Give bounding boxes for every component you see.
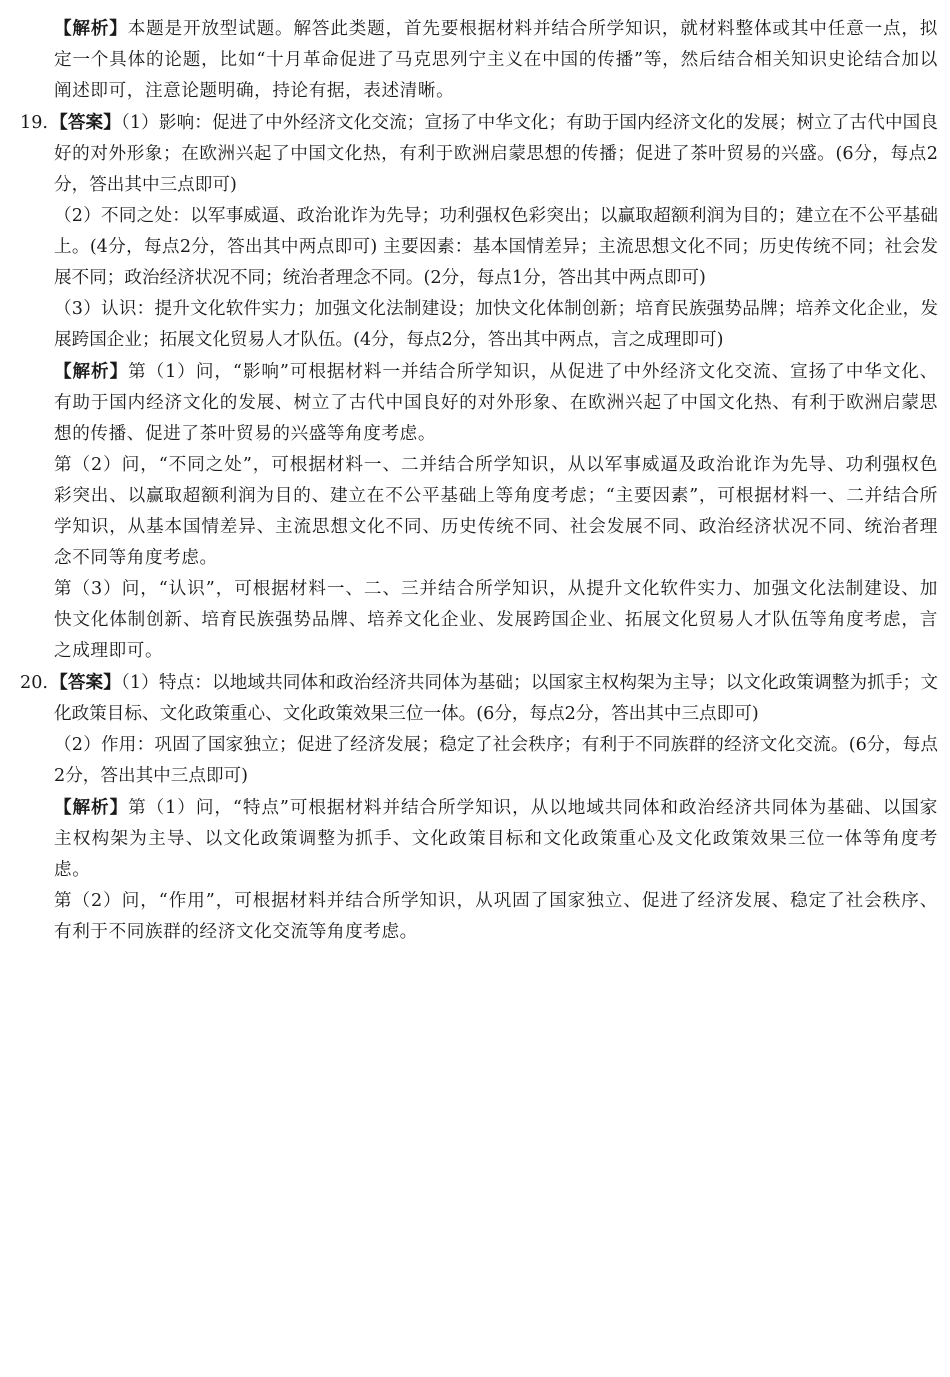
document-content xyxy=(0,18,950,948)
q20-analysis-tag: 【解析】 xyxy=(54,797,129,818)
q19-part1-text: （1）影响：促进了中外经济文化交流；宣扬了中华文化；有助于国内经济文化的发展；树立了古代中国良好的对外形象；在欧洲兴起了中国文化热，有利于欧洲启蒙思想的传播；促进了茶叶贸易的兴盛。(6分，每点2分，答出其中三点即可) xyxy=(54,113,938,195)
q19-analysis-tag: 【解析】 xyxy=(54,361,129,382)
q20-part1-text: （1）特点：以地域共同体和政治经济共同体为基础；以国家主权构架为主导；以文化政策调整为抓手；文化政策目标、文化政策重心、文化政策效果三位一体。(6分，每点2分，答出其中三点即可) xyxy=(54,673,938,724)
q20-analysis-1-text: 第（1）问，“特点”可根据材料并结合所学知识，从以地域共同体和政治经济共同体为基础、以国家主权构架为主导、以文化政策调整为抓手、文化政策目标和文化政策重心及文化政策效果三位一体等角度考虑。 xyxy=(54,798,939,880)
q19-answer-part3: （3）认识：提升文化软件实力；加强文化法制建设；加快文化体制创新；培育民族强势品牌；培养文化企业，发展跨国企业；拓展文化贸易人才队伍。(4分，每点2分，答出其中两点，言之成理即可) xyxy=(54,299,938,350)
q20-number: 20. xyxy=(20,673,48,693)
q20-answer-part1 xyxy=(0,667,950,730)
q19-analysis-1-text: 第（1）问，“影响”可根据材料一并结合所学知识，从促进了中外经济文化交流、宣扬了中华文化、有助于国内经济文化的发展、树立了古代中国良好的对外形象、在欧洲兴起了中国文化热、有利于欧洲启蒙思想的传播、促进了茶叶贸易的兴盛等角度考虑。 xyxy=(54,362,939,444)
q20-analysis-2: 第（2）问，“作用”，可根据材料并结合所学知识，从巩固了国家独立、促进了经济发展、稳定了社会秩序、有利于不同族群的经济文化交流等角度考虑。 xyxy=(54,891,938,942)
q19-analysis-1 xyxy=(0,356,950,450)
top-analysis xyxy=(0,13,950,107)
q20-analysis-1 xyxy=(0,792,950,886)
q19-answer-part2: （2）不同之处：以军事威逼、政治讹诈为先导；功利强权色彩突出；以赢取超额利润为目的；建立在不公平基础上。(4分，每点2分，答出其中两点即可) 主要因素：基本国情差异；主流思想文化不同；历史传统不同；社会发展不同；政治经济状况不同；统治者理念不同。(2分，每点1分，答出其中两点即可) xyxy=(54,206,938,288)
q19-analysis-3: 第（3）问，“认识”，可根据材料一、二、三并结合所学知识，从提升文化软件实力、加强文化法制建设、加快文化体制创新、培育民族强势品牌、培养文化企业、发展跨国企业、拓展文化贸易人才队伍等角度考虑，言之成理即可。 xyxy=(54,579,938,661)
q19-number: 19. xyxy=(20,113,48,133)
q19-answer-part1 xyxy=(0,107,950,201)
q19-answer-tag: 【答案】 xyxy=(50,112,121,133)
analysis-tag: 【解析】 xyxy=(54,18,128,39)
q20-answer-part2: （2）作用：巩固了国家独立；促进了经济发展；稳定了社会秩序；有利于不同族群的经济文化交流。(6分，每点2分，答出其中三点即可) xyxy=(54,735,938,786)
top-analysis-text: 本题是开放型试题。解答此类题，首先要根据材料并结合所学知识，就材料整体或其中任意一点，拟定一个具体的论题，比如“十月革命促进了马克思列宁主义在中国的传播”等，然后结合相关知识史论结合加以阐述即可，注意论题明确，持论有据，表述清晰。 xyxy=(54,19,938,101)
q19-analysis-2: 第（2）问，“不同之处”，可根据材料一、二并结合所学知识，从以军事威逼及政治讹诈为先导、功利强权色彩突出、以赢取超额利润为目的、建立在不公平基础上等角度考虑；“主要因素”，可根据材料一、二并结合所学知识，从基本国情差异、主流思想文化不同、历史传统不同、社会发展不同、政治经济状况不同、统治者理念不同等角度考虑。 xyxy=(54,455,938,568)
q20-answer-tag: 【答案】 xyxy=(50,672,121,693)
